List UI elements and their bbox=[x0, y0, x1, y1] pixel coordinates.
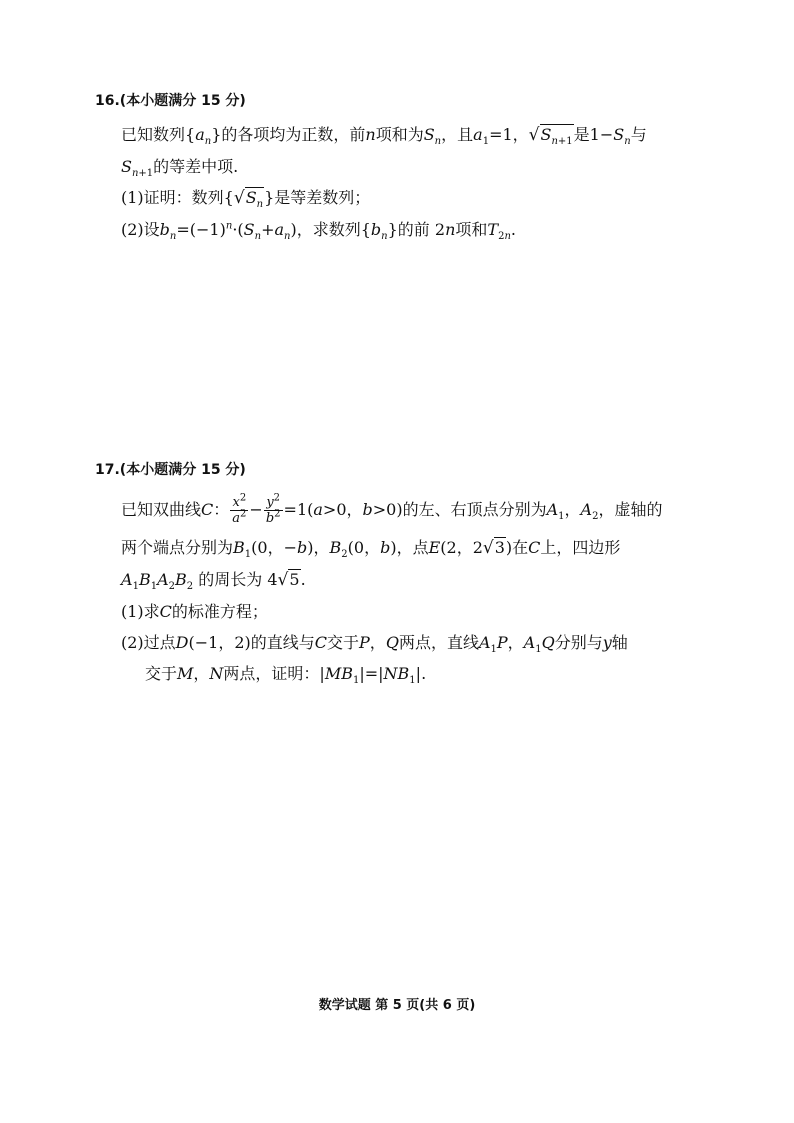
problem-17 bbox=[95, 455, 705, 689]
fraction-x2-over-a2: $\frac{x^2}{a^2}$ bbox=[232, 492, 247, 526]
problem-17-statement-line-1: 已知双曲线C： $\frac{x^2}{a^2}$ − $\frac{y^2}{b^2}$ =1(a>0，b>0)的左、右顶点分别为$A_1$，$A_2$，虚轴的 bbox=[121, 492, 663, 526]
problem-17-statement-line-2: 两个端点分别为$B_1(0$，−b)，$B_2(0$，b)，点E(2，2√3)在C上，四边形 bbox=[95, 532, 705, 564]
sqrt-3: √3 bbox=[482, 538, 505, 558]
problem-16-part-2: (2)设$b_n=(-1)^n\cdot(S_n+a_n)$，求数列$\{b_n\}$的前 2n项和$T_{2n}$. bbox=[121, 220, 516, 243]
problem-16-statement-line-2: $S_{n+1}$的等差中项. bbox=[121, 157, 239, 180]
sqrt-s-n-plus-1: $√S_{n+1}$ bbox=[528, 125, 573, 148]
problem-16 bbox=[95, 86, 705, 245]
problem-17-part-1: (1)求C的标准方程； bbox=[121, 602, 268, 621]
sqrt-s-n: $√S_n$ bbox=[233, 188, 264, 211]
sqrt-5: √5 bbox=[277, 570, 300, 590]
problem-16-statement-line-1: 已知数列$\{a_n\}$的各项均为正数，前n项和为$S_n$，且$a_1=1$，$√S_{n+1}$是$1-S_n$与 bbox=[95, 119, 705, 151]
page-footer: 数学试题 第 5 页(共 6 页) bbox=[318, 998, 476, 1013]
problem-17-part-2-continued: 交于M，N两点，证明：$|MB_1|=|NB_1|$. bbox=[145, 664, 427, 687]
fraction-y2-over-b2: $\frac{y^2}{b^2}$ bbox=[265, 492, 281, 526]
problem-16-heading: 16.(本小题满分 15 分) bbox=[95, 93, 246, 109]
problem-17-part-2: (2)过点D(−1，2)的直线与C交于P，Q两点，直线$A_1P$，$A_1Q$分别与y轴 bbox=[121, 633, 628, 656]
problem-17-heading: 17.(本小题满分 15 分) bbox=[95, 462, 246, 478]
problem-16-part-1: (1)证明：数列$\{√S_n\}$是等差数列； bbox=[95, 182, 705, 214]
problem-17-statement-line-3: $A_1B_1A_2B_2$ 的周长为 4√5. bbox=[95, 564, 705, 596]
